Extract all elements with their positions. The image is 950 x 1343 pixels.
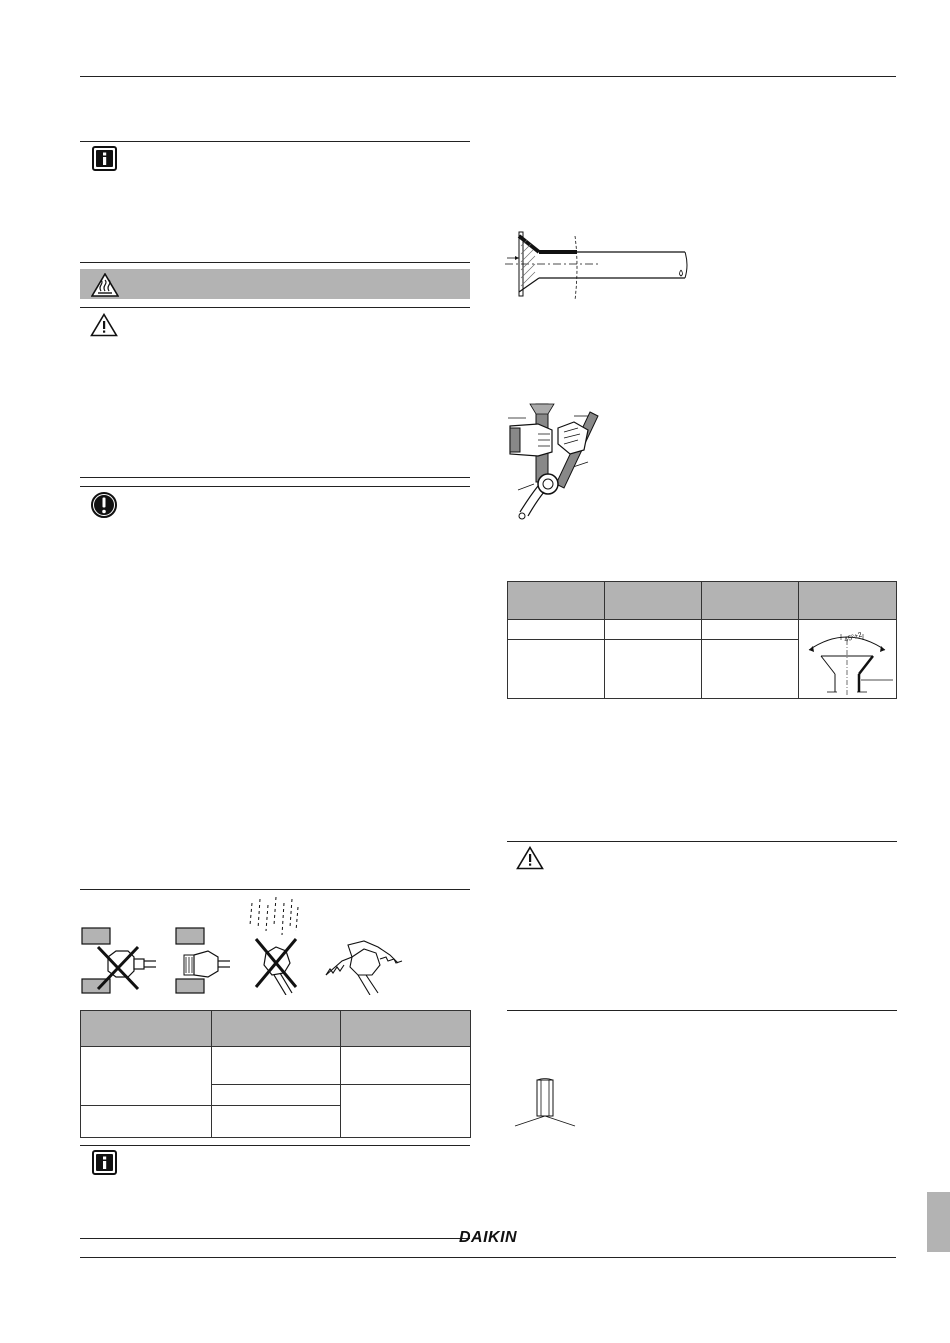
caution-notice-2-bottom-rule — [507, 1010, 897, 1011]
right-table-header-3 — [702, 582, 799, 620]
caution-notice-top-rule — [80, 307, 470, 308]
info-notice-2-top-rule — [80, 1145, 470, 1146]
hot-surface-top-rule — [80, 262, 470, 263]
left-table-cell — [81, 1105, 212, 1137]
left-table-cell — [81, 1047, 212, 1105]
left-table-cell — [211, 1105, 341, 1137]
left-table-cell — [341, 1084, 471, 1137]
side-tab — [927, 1192, 950, 1252]
warning-triangle-icon — [516, 846, 544, 870]
important-notice-top-rule — [80, 486, 470, 487]
correct-wrapped-nut-figure — [326, 941, 402, 995]
right-table-cell — [605, 620, 702, 640]
right-table-flare-figure-cell — [799, 620, 897, 699]
info-notice-top-rule — [80, 141, 470, 142]
right-table-cell — [702, 620, 799, 640]
info-notice-2-bottom-rule — [80, 1238, 470, 1239]
caution-notice-bottom-rule — [80, 477, 470, 478]
left-table-cell — [341, 1047, 471, 1084]
left-spec-table — [80, 1010, 471, 1138]
figures-top-rule — [80, 889, 470, 890]
pipe-flare-figure — [505, 226, 705, 302]
info-icon — [92, 1150, 117, 1175]
right-table-cell — [508, 620, 605, 640]
header-rule — [80, 76, 896, 77]
caution-notice-2-top-rule — [507, 841, 897, 842]
torque-wrench-figure — [508, 400, 604, 522]
daikin-logo: DAIKIN — [459, 1229, 518, 1246]
left-table-cell — [211, 1084, 341, 1105]
hot-surface-bar — [80, 269, 470, 299]
right-table-cell — [702, 640, 799, 699]
correct-capped-nut-figure — [176, 928, 230, 993]
info-icon — [92, 146, 117, 171]
wrong-rain-exposure-figure — [250, 897, 298, 995]
left-table-header-1 — [81, 1011, 212, 1047]
right-table-cell — [508, 640, 605, 699]
exclamation-circle-icon — [90, 491, 118, 519]
flare-angle-label: 45°±2 — [843, 631, 864, 644]
left-table-cell — [211, 1047, 341, 1084]
right-table-header-1 — [508, 582, 605, 620]
left-table-header-3 — [341, 1011, 471, 1047]
left-table-header-2 — [211, 1011, 341, 1047]
warning-triangle-icon — [90, 313, 118, 337]
right-table-header-4 — [799, 582, 897, 620]
flare-nut-handling-figures — [80, 895, 470, 995]
pipe-end-figure — [513, 1078, 583, 1130]
hot-surface-icon — [91, 273, 119, 297]
footer-rule — [80, 1257, 896, 1258]
right-table-cell — [605, 640, 702, 699]
right-spec-table — [507, 581, 897, 699]
flare-angle-figure — [799, 620, 895, 698]
right-table-header-2 — [605, 582, 702, 620]
wrong-nut-against-wall-figure — [82, 928, 156, 993]
